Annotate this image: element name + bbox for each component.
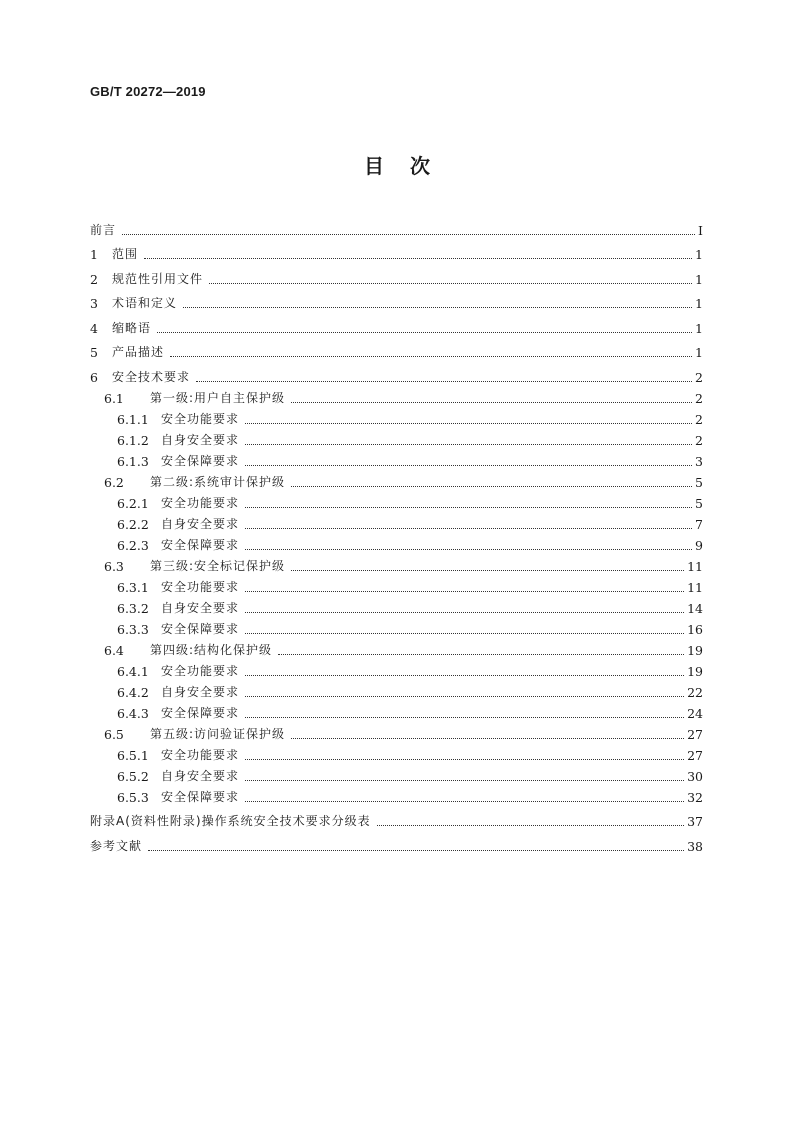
toc-leader-dots — [183, 307, 692, 308]
toc-entry-page: 5 — [695, 474, 703, 490]
toc-leader-dots — [291, 570, 684, 571]
toc-entry[interactable] — [90, 265, 703, 290]
toc-leader-dots — [245, 675, 684, 676]
toc-entry-page: 19 — [687, 642, 703, 658]
toc-leader-dots — [291, 402, 692, 403]
toc-leader-dots — [157, 332, 692, 333]
toc-entry-label: 附录A(资料性附录)操作系统安全技术要求分级表 — [90, 814, 371, 828]
toc-entry-page: 2 — [695, 369, 703, 385]
toc-entry-page: 1 — [695, 345, 703, 360]
toc-entry[interactable] — [90, 472, 703, 493]
standard-code: GB/T 20272—2019 — [90, 84, 206, 99]
toc-entry[interactable] — [90, 556, 703, 577]
toc-entry-label: 前言 — [90, 222, 117, 237]
toc-entry-label: 缩略语 — [112, 320, 152, 335]
toc-leader-dots — [122, 234, 695, 235]
toc-leader-dots — [170, 356, 692, 357]
toc-entry-label: 自身安全要求 — [161, 516, 240, 531]
toc-entry[interactable] — [90, 682, 703, 703]
toc-leader-dots — [245, 696, 684, 697]
toc-entry-page: 27 — [687, 726, 703, 742]
toc-entry-number: 6.5.1 — [117, 747, 149, 763]
toc-entry-number: 3 — [90, 296, 98, 311]
toc-entry-page: 5 — [695, 495, 703, 511]
toc-entry-number: 6.2.3 — [117, 537, 149, 553]
toc-leader-dots — [245, 507, 692, 508]
toc-entry-label: 安全保障要求 — [161, 789, 240, 804]
toc-entry-number: 6.3.2 — [117, 600, 149, 616]
toc-entry-page: 30 — [687, 768, 703, 784]
toc-entry-page: 37 — [687, 814, 703, 829]
toc-entry-number: 6.5 — [104, 726, 124, 742]
toc-entry-label: 安全技术要求 — [112, 369, 191, 384]
toc-entry-page: 1 — [695, 271, 703, 287]
toc-entry[interactable] — [90, 363, 703, 388]
title-char-2: 次 — [410, 154, 430, 178]
toc-leader-dots — [245, 444, 692, 445]
toc-entry[interactable] — [90, 703, 703, 724]
toc-entry-page: 3 — [695, 453, 703, 469]
toc-entry[interactable] — [90, 430, 703, 451]
toc-entry[interactable] — [90, 661, 703, 682]
toc-entry[interactable] — [90, 290, 703, 315]
toc-entry-label: 安全功能要求 — [161, 747, 240, 762]
toc-entry[interactable] — [90, 514, 703, 535]
toc-leader-dots — [209, 283, 692, 284]
toc-entry-label: 安全功能要求 — [161, 663, 240, 678]
toc-entry-number: 6.3.1 — [117, 579, 149, 595]
toc-entry-page: 11 — [687, 579, 703, 595]
toc-entry[interactable] — [90, 451, 703, 472]
toc-entry-page: 22 — [687, 684, 703, 700]
toc-entry[interactable] — [90, 216, 703, 241]
toc-entry-label: 第五级:访问验证保护级 — [150, 726, 286, 741]
toc-leader-dots — [377, 825, 685, 826]
toc-entry-number: 6 — [90, 369, 98, 385]
toc-entry-label: 安全功能要求 — [161, 411, 240, 426]
toc-entry-label: 自身安全要求 — [161, 768, 240, 783]
toc-entry-label: 第二级:系统审计保护级 — [150, 474, 286, 489]
toc-leader-dots — [245, 528, 692, 529]
toc-entry-label: 第三级:安全标记保护级 — [150, 558, 286, 573]
table-of-contents — [90, 216, 703, 857]
toc-entry-number: 6.3 — [104, 558, 124, 574]
toc-entry[interactable] — [90, 724, 703, 745]
page-title — [0, 150, 794, 179]
toc-entry[interactable] — [90, 409, 703, 430]
toc-entry-label: 安全功能要求 — [161, 495, 240, 510]
toc-entry-number: 5 — [90, 345, 98, 360]
toc-leader-dots — [245, 423, 692, 424]
toc-entry-page: Ⅰ — [698, 222, 703, 238]
toc-entry-label: 自身安全要求 — [161, 600, 240, 615]
toc-entry-number: 6.2 — [104, 474, 124, 490]
toc-entry-page: 27 — [687, 747, 703, 763]
toc-entry[interactable] — [90, 745, 703, 766]
toc-entry-page: 14 — [687, 600, 703, 616]
toc-entry[interactable] — [90, 619, 703, 640]
toc-leader-dots — [148, 850, 684, 851]
toc-entry-label: 第一级:用户自主保护级 — [150, 390, 286, 405]
toc-entry-number: 6.4.1 — [117, 663, 149, 679]
toc-entry-number: 6.4 — [104, 642, 124, 658]
toc-entry[interactable] — [90, 577, 703, 598]
toc-entry[interactable] — [90, 808, 703, 833]
toc-entry-label: 术语和定义 — [112, 296, 178, 310]
toc-entry-page: 7 — [695, 516, 703, 532]
toc-leader-dots — [278, 654, 684, 655]
toc-entry-number: 2 — [90, 271, 98, 287]
toc-entry-number: 6.3.3 — [117, 621, 149, 637]
toc-entry-number: 6.4.3 — [117, 705, 149, 721]
toc-leader-dots — [245, 633, 684, 634]
toc-entry-page: 1 — [695, 320, 703, 336]
toc-entry[interactable] — [90, 640, 703, 661]
toc-leader-dots — [245, 612, 684, 613]
toc-entry-label: 自身安全要求 — [161, 432, 240, 447]
toc-entry-page: 32 — [687, 789, 703, 805]
toc-entry-page: 11 — [687, 558, 703, 574]
toc-leader-dots — [245, 759, 684, 760]
title-char-1: 目 — [364, 154, 384, 178]
toc-entry-label: 产品描述 — [112, 345, 165, 359]
toc-entry-number: 6.5.2 — [117, 768, 149, 784]
toc-leader-dots — [291, 738, 684, 739]
toc-entry-page: 2 — [695, 432, 703, 448]
toc-entry[interactable] — [90, 598, 703, 619]
toc-leader-dots — [245, 717, 684, 718]
toc-entry-page: 1 — [695, 296, 703, 311]
toc-leader-dots — [196, 381, 692, 382]
toc-entry-number: 6.1 — [104, 390, 124, 406]
toc-entry-label: 规范性引用文件 — [112, 271, 204, 286]
toc-leader-dots — [245, 801, 684, 802]
toc-entry-number: 6.2.1 — [117, 495, 149, 511]
toc-entry-number: 6.1.3 — [117, 453, 149, 469]
toc-entry-number: 6.1.1 — [117, 411, 149, 427]
toc-entry-label: 安全保障要求 — [161, 537, 240, 552]
toc-entry-label: 安全保障要求 — [161, 453, 240, 468]
toc-leader-dots — [245, 591, 684, 592]
toc-leader-dots — [245, 780, 684, 781]
toc-entry[interactable] — [90, 535, 703, 556]
toc-entry-page: 16 — [687, 621, 703, 637]
toc-entry-label: 自身安全要求 — [161, 684, 240, 699]
toc-leader-dots — [245, 465, 692, 466]
toc-entry-label: 参考文献 — [90, 838, 143, 853]
toc-entry-label: 范围 — [112, 247, 139, 261]
toc-leader-dots — [291, 486, 692, 487]
toc-entry-label: 第四级:结构化保护级 — [150, 642, 273, 657]
toc-entry[interactable] — [90, 339, 703, 364]
toc-entry-label: 安全保障要求 — [161, 705, 240, 720]
toc-leader-dots — [245, 549, 692, 550]
toc-entry[interactable] — [90, 832, 703, 857]
toc-entry-page: 2 — [695, 411, 703, 427]
toc-entry-number: 6.2.2 — [117, 516, 149, 532]
toc-entry[interactable] — [90, 241, 703, 266]
toc-entry[interactable] — [90, 787, 703, 808]
toc-entry-number: 1 — [90, 247, 98, 262]
toc-entry-page: 38 — [687, 838, 703, 854]
toc-entry[interactable] — [90, 388, 703, 409]
toc-entry-page: 2 — [695, 390, 703, 406]
toc-entry-number: 6.5.3 — [117, 789, 149, 805]
toc-leader-dots — [144, 258, 692, 259]
toc-entry-label: 安全保障要求 — [161, 621, 240, 636]
toc-entry-page: 24 — [687, 705, 703, 721]
toc-entry[interactable] — [90, 493, 703, 514]
toc-entry-page: 1 — [695, 247, 703, 262]
toc-entry-label: 安全功能要求 — [161, 579, 240, 594]
toc-entry[interactable] — [90, 766, 703, 787]
toc-entry-number: 6.4.2 — [117, 684, 149, 700]
toc-entry-page: 9 — [695, 537, 703, 553]
toc-entry-page: 19 — [687, 663, 703, 679]
toc-entry[interactable] — [90, 314, 703, 339]
toc-entry-number: 4 — [90, 320, 98, 336]
toc-entry-number: 6.1.2 — [117, 432, 149, 448]
